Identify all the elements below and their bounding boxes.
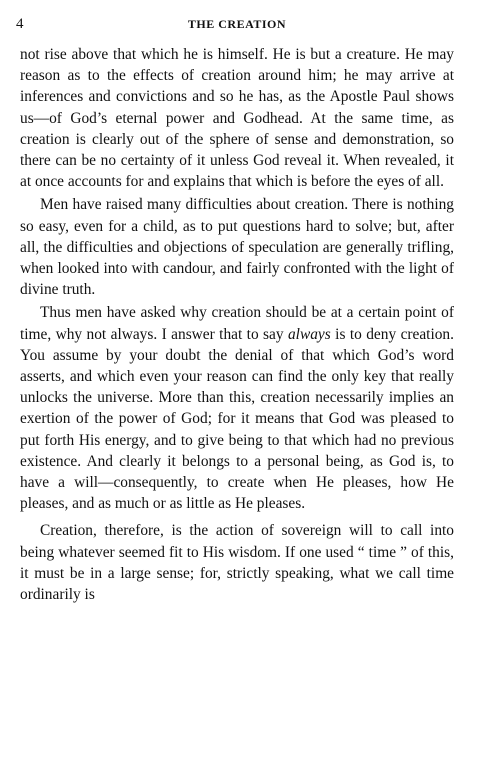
paragraph-3-start: Thus men have asked why creation should be at a certain point of time, why not always. I answer that to say [20, 304, 454, 343]
paragraph-3-end: is to deny creation. You assume by your doubt the denial of that which God’s word asserts, and which even your reason can find the only key that really unlocks the universe. More than this, creation necessarily implies an exertion of the power of God; for it means that God was pleased to put forth His energy, and to give being to that which had no previous existence. And clearly it belongs to a personal being, as God is, to have a will—consequently, to create when He pleases, how He pleases, and as much or as little as He pleases. [20, 325, 454, 513]
page-header [16, 14, 458, 34]
running-head: THE CREATION [187, 17, 287, 31]
paragraph-4: Creation, therefore, is the action of sovereign will to call into being whatever seemed fit to His wisdom. If one used “ time ” of this, it must be in a large sense; for, strictly speaking, what we call time ordinarily is [20, 522, 454, 604]
paragraph-3 [20, 302, 454, 514]
page-number: 4 [16, 16, 24, 32]
emphasis-always: always [287, 325, 331, 343]
paragraph-2: Men have raised many difficulties about creation. There is nothing so easy, even for a child, as to put questions hard to solve; but, after all, the difficulties and objections of speculation are generally trifling, when looked into with candour, and fairly confronted with the light of divine truth. [20, 196, 454, 299]
paragraph-1: not rise above that which he is himself. He is but a creature. He may reason as to the effects of creation around him; he may arrive at inferences and convictions and so he has, as the Apostle Paul shows us—of God’s eternal power and Godhead. At the same time, as creation is clearly out of the sphere of sense and demonstration, so there can be no certainty of it unless God reveal it. When revealed, it at once accounts for and explains that which is before the eyes of all. [20, 46, 454, 191]
body-text [20, 44, 454, 605]
